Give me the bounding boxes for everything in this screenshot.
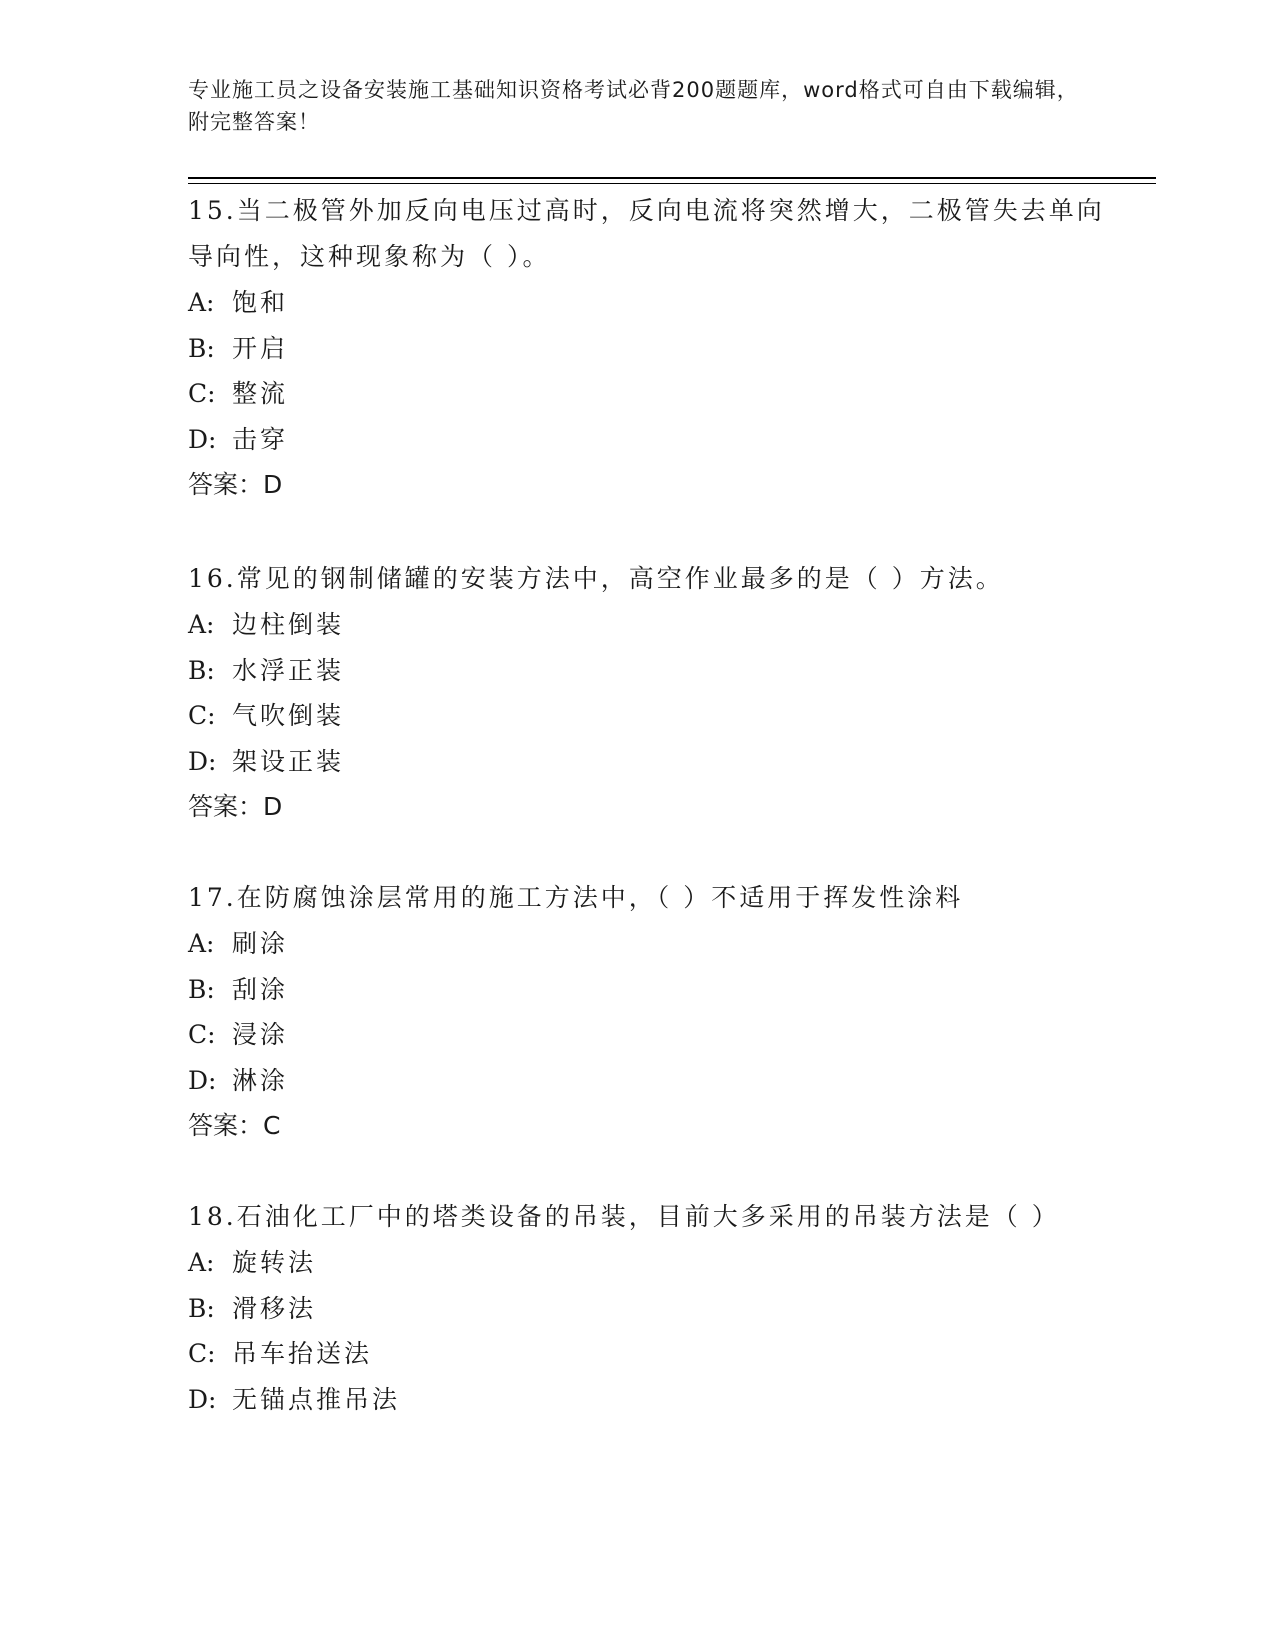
header-divider-thin <box>188 183 1156 184</box>
option-key: D: <box>188 746 217 776</box>
question-stem: 17.在防腐蚀涂层常用的施工方法中，（ ）不适用于挥发性涂料 <box>188 883 964 912</box>
option-a <box>188 280 1108 326</box>
option-key: A: <box>188 288 215 317</box>
option-text: 击穿 <box>232 424 289 454</box>
option-text: 饱和 <box>232 288 289 317</box>
option-b <box>188 967 1108 1013</box>
option-text: 淋涂 <box>232 1065 289 1095</box>
option-text: 滑移法 <box>232 1293 317 1323</box>
option-c <box>188 371 1108 417</box>
option-key: A: <box>188 1248 215 1277</box>
option-c <box>188 1331 1108 1377</box>
option-key: B: <box>188 333 215 363</box>
option-text: 水浮正装 <box>232 655 345 685</box>
question-18 <box>188 1194 1108 1422</box>
question-stem: 18.石油化工厂中的塔类设备的吊装，目前大多采用的吊装方法是（ ） <box>188 1202 1060 1231</box>
answer-line: 答案：C <box>188 1111 281 1140</box>
option-key: C: <box>188 1339 216 1368</box>
option-a <box>188 602 1108 648</box>
question-17 <box>188 875 1108 1149</box>
option-a <box>188 1240 1108 1286</box>
option-key: D: <box>188 424 217 454</box>
question-stem: 15.当二极管外加反向电压过高时，反向电流将突然增大，二极管失去单向导向性，这种现象称为（ ）。 <box>188 196 1105 271</box>
option-text: 开启 <box>232 333 289 363</box>
option-key: C: <box>188 701 216 730</box>
option-c <box>188 1012 1108 1058</box>
option-text: 浸涂 <box>232 1020 289 1049</box>
option-text: 刷涂 <box>232 929 289 958</box>
option-text: 旋转法 <box>232 1248 317 1277</box>
option-key: A: <box>188 929 215 958</box>
document-header: 专业施工员之设备安装施工基础知识资格考试必背200题题库，word格式可自由下载编辑，附完整答案！ <box>188 78 1079 134</box>
option-d <box>188 1377 1108 1423</box>
option-key: B: <box>188 655 215 685</box>
option-key: A: <box>188 610 215 639</box>
question-16 <box>188 556 1108 830</box>
option-text: 边柱倒装 <box>232 610 345 639</box>
option-d <box>188 739 1108 785</box>
option-text: 架设正装 <box>232 746 345 776</box>
option-key: D: <box>188 1065 217 1095</box>
option-a <box>188 921 1108 967</box>
option-b <box>188 648 1108 694</box>
header-divider-thick <box>188 177 1156 179</box>
option-key: C: <box>188 1020 216 1049</box>
option-key: D: <box>188 1384 217 1414</box>
option-d <box>188 417 1108 463</box>
option-key: B: <box>188 1293 215 1323</box>
option-d <box>188 1058 1108 1104</box>
option-b <box>188 326 1108 372</box>
option-text: 整流 <box>232 379 289 408</box>
option-text: 气吹倒装 <box>232 701 345 730</box>
option-c <box>188 693 1108 739</box>
answer-line: 答案：D <box>188 792 283 821</box>
question-stem: 16.常见的钢制储罐的安装方法中，高空作业最多的是（ ）方法。 <box>188 564 1004 593</box>
option-key: B: <box>188 974 215 1004</box>
option-text: 刮涂 <box>232 974 289 1004</box>
option-text: 吊车抬送法 <box>232 1339 373 1368</box>
option-key: C: <box>188 379 216 408</box>
question-15 <box>188 188 1108 508</box>
answer-line: 答案：D <box>188 470 283 499</box>
option-b <box>188 1286 1108 1332</box>
option-text: 无锚点推吊法 <box>232 1384 401 1414</box>
